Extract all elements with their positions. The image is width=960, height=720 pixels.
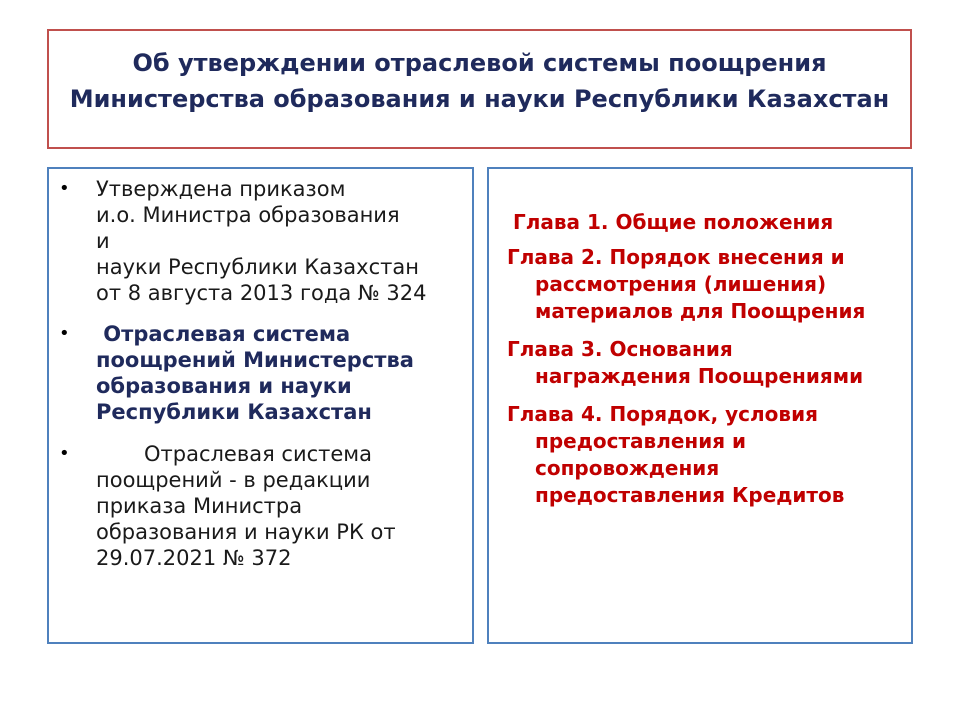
revision-line: поощрений - в редакции [96,468,371,492]
right-panel [487,167,913,644]
title-box [47,29,912,149]
bullet-icon: • [59,178,70,199]
system-name-line: Отраслевая система [96,322,351,346]
approval-line: и.о. Министра образования [96,203,400,227]
chapter-4 [507,401,903,509]
chapter-line: сопровождения [535,456,720,480]
system-name-line: образования и науки [96,374,352,398]
chapter-line: предоставления и [535,429,747,453]
chapter-line: материалов для Поощрения [535,299,866,323]
bullet-icon: • [59,443,70,464]
title-line-1: Об утверждении отраслевой системы поощрения [132,49,827,77]
approval-line: Утверждена приказом [96,177,346,201]
chapter-line: Глава 4. Порядок, условия [507,402,818,426]
chapter-line: Глава 3. Основания [507,337,733,361]
chapter-2 [507,244,903,325]
revision-line: приказа Министра [96,494,303,518]
revision-line: Отраслевая система [144,442,373,466]
system-name-line: Республики Казахстан [96,400,372,424]
approval-line: и [96,229,110,253]
chapter-line: награждения Поощрениями [535,364,864,388]
chapter-line: Глава 1. Общие положения [513,210,834,234]
approval-line: науки Республики Казахстан [96,255,419,279]
chapter-line: рассмотрения (лишения) [535,272,827,296]
revision-line: 29.07.2021 № 372 [96,546,292,570]
chapter-3 [507,336,903,390]
title-line-2: Министерства образования и науки Республики Казахстан [69,85,890,113]
left-panel [47,167,474,644]
chapter-line: предоставления Кредитов [535,483,845,507]
revision-line: образования и науки РК от [96,520,396,544]
revision-text [96,441,462,571]
system-name-line: поощрений Министерства [96,348,414,372]
page-title [70,45,890,117]
chapter-1 [507,209,903,236]
chapter-list [507,209,903,520]
bullet-icon: • [59,323,70,344]
system-name-text [96,321,462,425]
chapter-line: Глава 2. Порядок внесения и [507,245,845,269]
approval-line: от 8 августа 2013 года № 324 [96,281,427,305]
approval-text [96,176,462,306]
